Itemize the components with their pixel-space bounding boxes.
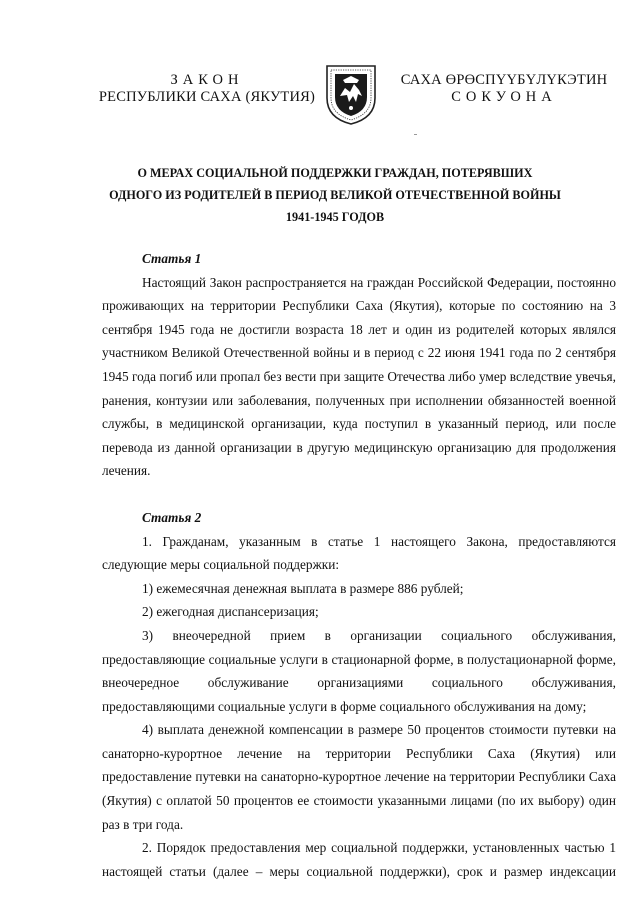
law-title-line1: О МЕРАХ СОЦИАЛЬНОЙ ПОДДЕРЖКИ ГРАЖДАН, ПОТЕРЯВШИХ — [137, 166, 533, 180]
article-2-part-2: 2. Порядок предоставления мер социальной поддержки, установленных частью 1 настоящей статьи (далее – меры социальной поддержки), срок и размер индексации — [102, 840, 616, 879]
coat-of-arms-emblem — [323, 62, 379, 126]
header-left — [92, 72, 322, 106]
law-title-line2: ОДНОГО ИЗ РОДИТЕЛЕЙ В ПЕРИОД ВЕЛИКОЙ ОТЕЧЕСТВЕННОЙ ВОЙНЫ — [109, 188, 561, 202]
law-title — [100, 162, 570, 228]
article-1-text: Настоящий Закон распространяется на граждан Российской Федерации, постоянно проживающих на территории Республики Саха (Якутия), которые по состоянию на 3 сентября 1945 года не достигли возраста 18 лет и один из родителей которых являлся участником Великой Отечественной войны и в период с 22 июня 1941 года по 2 сентября 1945 года погиб или пропал без вести при защите Отечества либо умер вследствие увечья, ранения, контузии или заболевания, полученных при исполнении обязанностей военной службы, в медицинской организации, куда поступил в указанный период, или после перевода из данной организации в другую медицинскую организацию для продолжения лечения. — [102, 274, 616, 479]
article-1-heading: Статья 1 — [142, 251, 202, 266]
article-2-item-4: 4) выплата денежной компенсации в размере 50 процентов стоимости путевки на санаторно-курортное лечение на территории Республики Саха (Якутия) или предоставление путевки на санаторно-курортное лечение на территории Республики Саха (Якутия) с оплатой 50 процентов ее стоимости указанными лицами (по их выбору) один раз в три года. — [102, 722, 616, 832]
header-left-line2: РЕСПУБЛИКИ САХА (ЯКУТИЯ) — [98, 89, 316, 105]
header-right — [384, 72, 624, 106]
article-2-item-2: 2) ежегодная диспансеризация; — [142, 604, 319, 620]
header-right-line1: САХА ӨРӨСПҮҮБҮЛҮКЭТИН — [400, 72, 608, 88]
article-2-item-3: 3) внеочередной прием в организации социального обслуживания, предоставляющие социальные услуги в стационарной форме, в полустационарной форме, внеочередное обслуживание организациями социального обслуживания, предоставляющими социальные услуги в форме социального обслуживания на дому; — [102, 627, 616, 714]
document-body — [102, 247, 616, 883]
header-left-line1: ЗАКОН — [170, 72, 244, 88]
scan-mark — [414, 134, 417, 135]
header-right-line2: СОКУОНА — [451, 89, 557, 105]
paragraph-gap — [102, 483, 616, 506]
article-2-item-1: 1) ежемесячная денежная выплата в размере 886 рублей; — [142, 580, 464, 596]
law-title-line3: 1941-1945 ГОДОВ — [285, 210, 385, 224]
document-header — [0, 62, 640, 126]
article-2-part-1: 1. Гражданам, указанным в статье 1 настоящего Закона, предоставляются следующие меры социальной поддержки: — [102, 533, 616, 573]
article-2-heading: Статья 2 — [142, 509, 202, 525]
